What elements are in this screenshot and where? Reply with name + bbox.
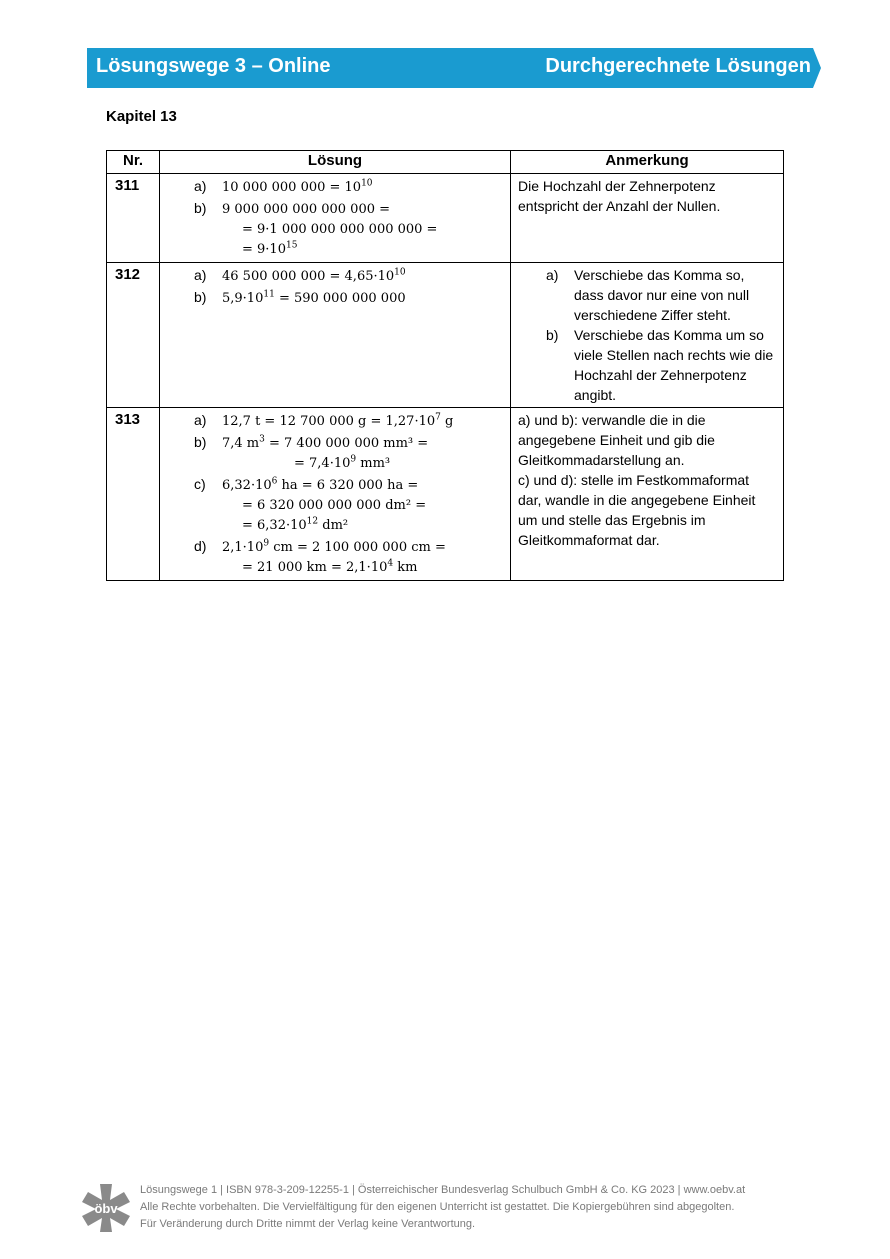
footer-line: Alle Rechte vorbehalten. Die Vervielfältigung für den eigenen Unterricht ist gestattet. Die Kopiergebühren sind abgegolten. bbox=[140, 1201, 735, 1213]
solution-cell bbox=[160, 263, 511, 408]
row-number: 313 bbox=[107, 408, 160, 581]
oebv-logo-icon bbox=[80, 1182, 132, 1234]
remark-cell bbox=[511, 263, 784, 408]
table-row bbox=[107, 408, 784, 581]
solution-line: = $6,32\cdot 10^{12}$ dm² bbox=[242, 516, 349, 533]
solution-line: = 6 320 000 000 000 dm² = bbox=[242, 498, 427, 513]
solution-cell bbox=[160, 174, 511, 263]
solution-line: d) $2,1\cdot 10^9$ cm = 2 100 000 000 cm = bbox=[194, 538, 446, 555]
table-row bbox=[107, 174, 784, 263]
remark-cell bbox=[511, 408, 784, 581]
header-title-left: Lösungswege 3 – Online bbox=[96, 55, 331, 77]
header-banner bbox=[87, 48, 821, 88]
header-title-right: Durchgerechnete Lösungen bbox=[545, 55, 811, 77]
solution-line: b) 9 000 000 000 000 000 = bbox=[194, 200, 391, 217]
solution-line: b) 7,4 $m^3 = 7$ 400 000 000 mm³ = bbox=[194, 434, 429, 451]
solution-line: = 9·1 000 000 000 000 000 = bbox=[242, 222, 438, 237]
row-number: 311 bbox=[107, 174, 160, 263]
solution-line: = $9\cdot 10^{15}$ bbox=[242, 240, 298, 257]
footer-line: Für Veränderung durch Dritte nimmt der Verlag keine Verantwortung. bbox=[140, 1218, 476, 1230]
solution-line: a) 10 000 000 $000 = 10^{10}$ bbox=[194, 178, 373, 195]
header-solution: Lösung bbox=[160, 151, 511, 174]
svg-text:öbv: öbv bbox=[94, 1201, 118, 1216]
footer-text bbox=[140, 1182, 745, 1233]
table-header-row bbox=[107, 151, 784, 174]
table-row bbox=[107, 263, 784, 408]
solution-line: = $7,4\cdot 10^9$ mm³ bbox=[294, 454, 391, 471]
solution-line: c) $6,32\cdot 10^6$ ha = 6 320 000 ha = bbox=[194, 476, 419, 493]
solutions-table bbox=[106, 150, 784, 581]
remark-list bbox=[518, 265, 776, 405]
header-remark: Anmerkung bbox=[511, 151, 784, 174]
list-item: a) Verschiebe das Komma so, dass davor nur eine von null verschiedene Ziffer steht. bbox=[546, 267, 750, 323]
header-nr: Nr. bbox=[107, 151, 160, 174]
chapter-title: Kapitel 13 bbox=[106, 108, 177, 125]
solution-cell bbox=[160, 408, 511, 581]
remark-paragraph: a) und b): verwandle die in die angegebene Einheit und gib die Gleitkommadarstellung an. bbox=[518, 412, 715, 468]
solution-line: a) 46 500 000 $000 = 4,65\cdot 10^{10}$ bbox=[194, 267, 406, 284]
footer-line: Lösungswege 1 | ISBN 978-3-209-12255-1 | Österreichischer Bundesverlag Schulbuch GmbH & Co. KG 2023 | www.oebv.at bbox=[140, 1184, 746, 1196]
solution-line: b) $5,9\cdot 10^{11} = 590$ 000 000 000 bbox=[194, 289, 406, 306]
solution-line: = 21 000 km = $2,1\cdot 10^4$ km bbox=[242, 558, 418, 575]
list-item: b) Verschiebe das Komma um so viele Stellen nach rechts wie die Hochzahl der Zehnerpotenz angibt. bbox=[546, 327, 774, 403]
remark-paragraph: c) und d): stelle im Festkommaformat dar, wandle in die angegebene Einheit um und stelle das Ergebnis im Gleitkommaformat dar. bbox=[518, 472, 756, 548]
remark-cell: Die Hochzahl der Zehnerpotenz entspricht der Anzahl der Nullen. bbox=[511, 174, 784, 263]
solution-line: a) 12,7 t = 12 700 000 $g = 1,27\cdot 10^7$ g bbox=[194, 412, 454, 429]
row-number: 312 bbox=[107, 263, 160, 408]
